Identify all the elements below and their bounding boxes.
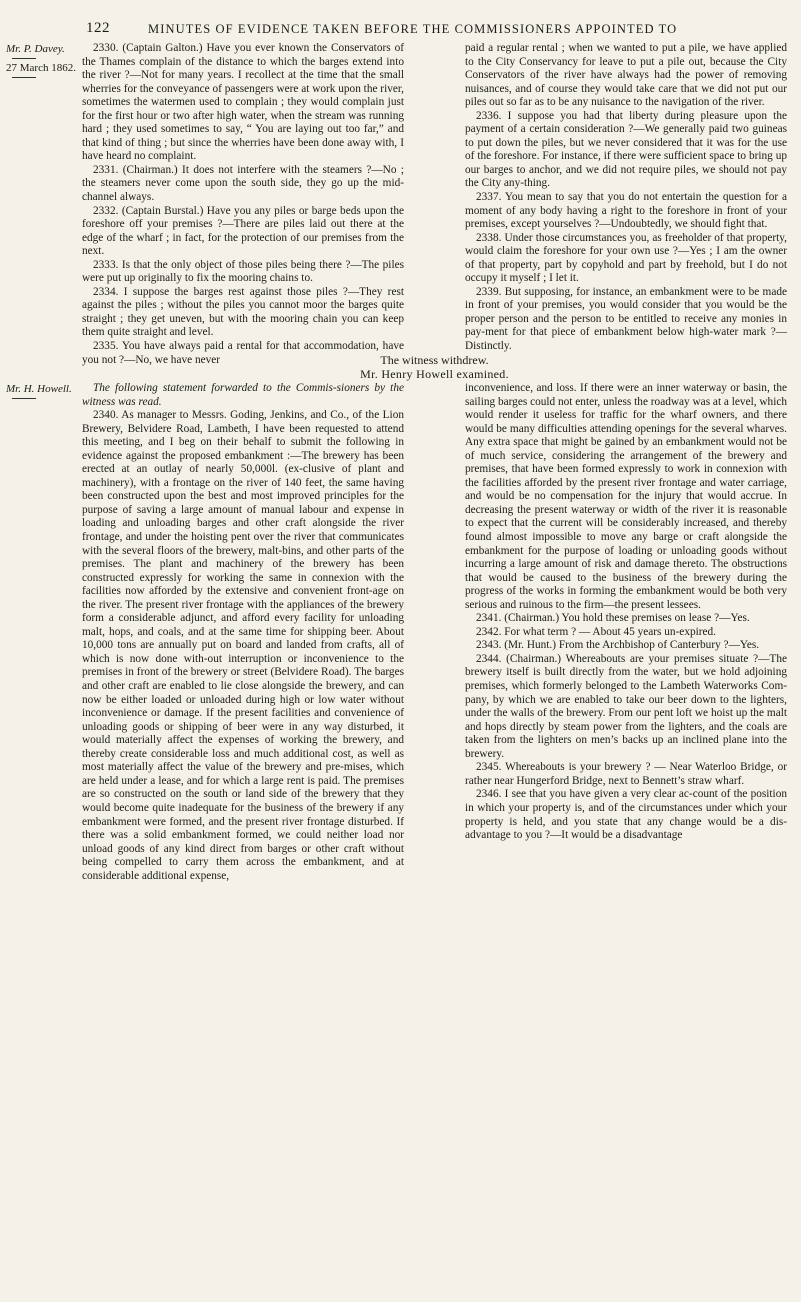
paragraph-2335: 2335. You have always paid a rental for that accommodation, have you not ?—No, we have never [82, 340, 404, 366]
paragraph-2333: 2333. Is that the only object of those piles being there ?—The piles were put up originally to fix the mooring chains to. [82, 258, 404, 285]
section1-left-column [82, 42, 404, 367]
paragraph-2342: 2342. For what term ? — About 45 years un-expired. [476, 625, 717, 638]
paragraph-2343: 2343. (Mr. Hunt.) From the Archbishop of Canterbury ?—Yes. [476, 639, 760, 652]
margin-note-howell [6, 382, 76, 401]
section2-right-column [465, 382, 787, 843]
margin-note-davey [6, 42, 76, 80]
paragraph-2341: 2341. (Chairman.) You hold these premises on lease ?—Yes. [476, 612, 750, 625]
paragraph-2332: 2332. (Captain Burstal.) Have you any piles or barge beds upon the foreshore off your premises ?—There are piles laid out there at the edge of the wharf ; in fact, for the protection of our premises from the next. [82, 204, 404, 258]
section2-left-column [82, 382, 404, 883]
paragraph-2340: 2340. As manager to Messrs. Goding, Jenkins, and Co., of the Lion Brewery, Belvidere Road, Lambeth, I have been requested to attend this meeting, and I beg on their behalf to submit the following in evidence against the proposed embankment :—The brewery has been erected at an outlay of nearly 50,000l. (ex-clusive of plant and machinery), with a frontage on the river of 140 feet, the same having been constructed upon the best and most improved principles for the purpose of saving a large amount of manual labour and expense in loading and unloading barges and other craft alongside the river frontage, and under the hoisting pent over the river that communicates with the several floors of the brewery, malt-bins, and other parts of the premises. The plant and machinery of the brewery has been constructed expressly for working the same in connexion with the facilities now afforded by the extensive and convenient front-age on the river. The present river frontage with the appliances of the brewery form a considerable adjunct, and afford every facility for unloading malt, hops, and coals, and at the same time for shipping beer. About 10,000 tons are annually put on board and landed from crafts, all of which is now done with-out interruption or inconvenience to the premises in front of the brewery or street (Belvidere Road). The barges and other craft are enabled to lie close alongside the brewery, and can now be either loaded or unloaded during high or low water without inconvenience or damage. If the present facilities and convenience of unloading goods or shipping of beer were in any way disturbed, it would materially affect the expenses of working the brewery, and thereby create considerable loss and much additional cost, as well as most materially affect the value of the brewery and pre-mises, which are held under a lease, and for which a large rent is paid. The premises are so constructed on the south or land side of the brewery that they would become quite inadequate for the business of the brewery if any embankment were formed, and the present river frontage disturbed. If there was a solid embankment formed, we could neither load nor unload goods of any kind direct from barges or other craft without being compelled to carry them across the embankment, and at considerable additional expense, [82, 409, 404, 882]
witness-withdrew-line: The witness withdrew. [380, 353, 489, 367]
statement-intro: The following statement forwarded to the Commis-sioners by the witness was read. [82, 382, 404, 408]
paragraph-2334: 2334. I suppose the barges rest against those piles ?—They rest against the piles ; without the piles you cannot moor the barges quite straight ; they get uneven, but with the mooring chain you can keep them quite straight and level. [82, 285, 404, 339]
page-number: 122 [86, 20, 110, 36]
paragraph-2330: 2330. (Captain Galton.) Have you ever known the Conservators of the Thames complain of the distance to which the barges extend into the river ?—Not for many years. I recollect at the time that the small wherries for the conveyance of passengers were at work upon the river, sometimes the watermen used to complain ; they would complain just for the first hour or two after high water, when the stream was running hard ; they used sometimes to say, “ You are laying out too far,” and that kind of thing ; but since the wherries have been done away with, I have heard no complaint. [82, 42, 405, 163]
section-heading: Mr. Henry Howell examined. [360, 367, 509, 381]
margin-rule [12, 77, 36, 78]
running-head: MINUTES OF EVIDENCE TAKEN BEFORE THE COMMISSIONERS APPOINTED TO [148, 22, 678, 36]
paragraph-2340-cont: inconvenience, and loss. If there were an inner waterway or basin, the sailing barges could not enter, unless the roadway was at a level, which would render it useless for traffic for the wharf owners, and there would be many difficulties attending openings for the several wharves. Any extra space that might be gained by an embankment would not be of much service, considering the arrangement of the brewery and premises, that have been formed expressly to work in connexion with the facilities afforded by the present river frontage and water carriage, and would be no compensation for the injury that would accrue. In decreasing the present waterway or width of the river it is reasonable to expect that the current will be considerably increased, and thereby found almost impossible to move any barge or craft alongside the embankment for the purpose of loading or unloading goods without incurring a large amount of risk and damage thereto. The obstructions that would be caused to the business of the brewery during the progress of the works in forming the embankment would be both very serious and ruinous to the firm—the present lessees. [465, 382, 787, 611]
paragraph-2336: 2336. I suppose you had that liberty during pleasure upon the payment of a certain consideration ?—We generally paid two guineas to put down the piles, but we never considered that it was for the use of the foreshore. For instance, if there were sufficient space to bring up our barges to anchor, and we did not require piles, we should not pay the City any-thing. [465, 109, 787, 190]
hearing-date: 27 March 1862. [6, 62, 76, 74]
margin-rule [12, 58, 36, 59]
witness-name-davey: Mr. P. Davey. [6, 43, 65, 55]
paragraph-2344: 2344. (Chairman.) Whereabouts are your premises situate ?—The brewery itself is built directly from the water, but we hold adjoining premises, which formerly belonged to the Lambeth Waterworks Com-pany, by which we are enabled to take our beer down to the lighters, under the walls of the brewery. From our pent loft we hoist up the malt and hops directly by steam power from the lighters, and the coals are taken from the lighters on men’s backs up an inclined plane into the brewery. [465, 652, 787, 760]
paragraph-2335-cont: paid a regular rental ; when we wanted to put a pile, we have applied to the City Conservancy for leave to put a pile out, because the City Conservators of the river have always had the power of removing nuisances, and of course they would take care that we did not put our piles out so far as to be any nuisance to the navigation of the river. [465, 42, 787, 109]
witness-name-howell: Mr. H. Howell. [6, 383, 72, 395]
margin-rule [12, 398, 36, 399]
paragraph-2338: 2338. Under those circumstances you, as freeholder of that property, would claim the foreshore for your own use ?—Yes ; I am the owner of that property, part by copyhold and part by freehold, but I do not occupy it myself ; I let it. [465, 231, 787, 285]
paragraph-2337: 2337. You mean to say that you do not entertain the question for a moment of any body having a right to the foreshore in front of your premises, except yourselves ?—Undoubtedly, we should fight that. [465, 191, 787, 231]
paragraph-2346: 2346. I see that you have given a very clear ac-count of the position in which your property is, and of the circumstances under which your property is held, and you state that any change would be a dis-advantage to you ?—It would be a disadvantage [465, 788, 787, 842]
section1-right-column [465, 42, 787, 354]
paragraph-2331: 2331. (Chairman.) It does not interfere with the steamers ?—No ; the steamers never come upon the south side, they go up the mid-channel always. [82, 163, 404, 204]
paragraph-2345: 2345. Whereabouts is your brewery ? — Near Waterloo Bridge, or rather near Hungerford Bridge, next to Bennett’s straw wharf. [465, 761, 787, 787]
paragraph-2339: 2339. But supposing, for instance, an embankment were to be made in front of your premises, you would consider that you would be the proper person and the person to be entitled to receive any monies in pay-ment for that piece of embankment below high-water mark ?—Distinctly. [465, 285, 787, 353]
